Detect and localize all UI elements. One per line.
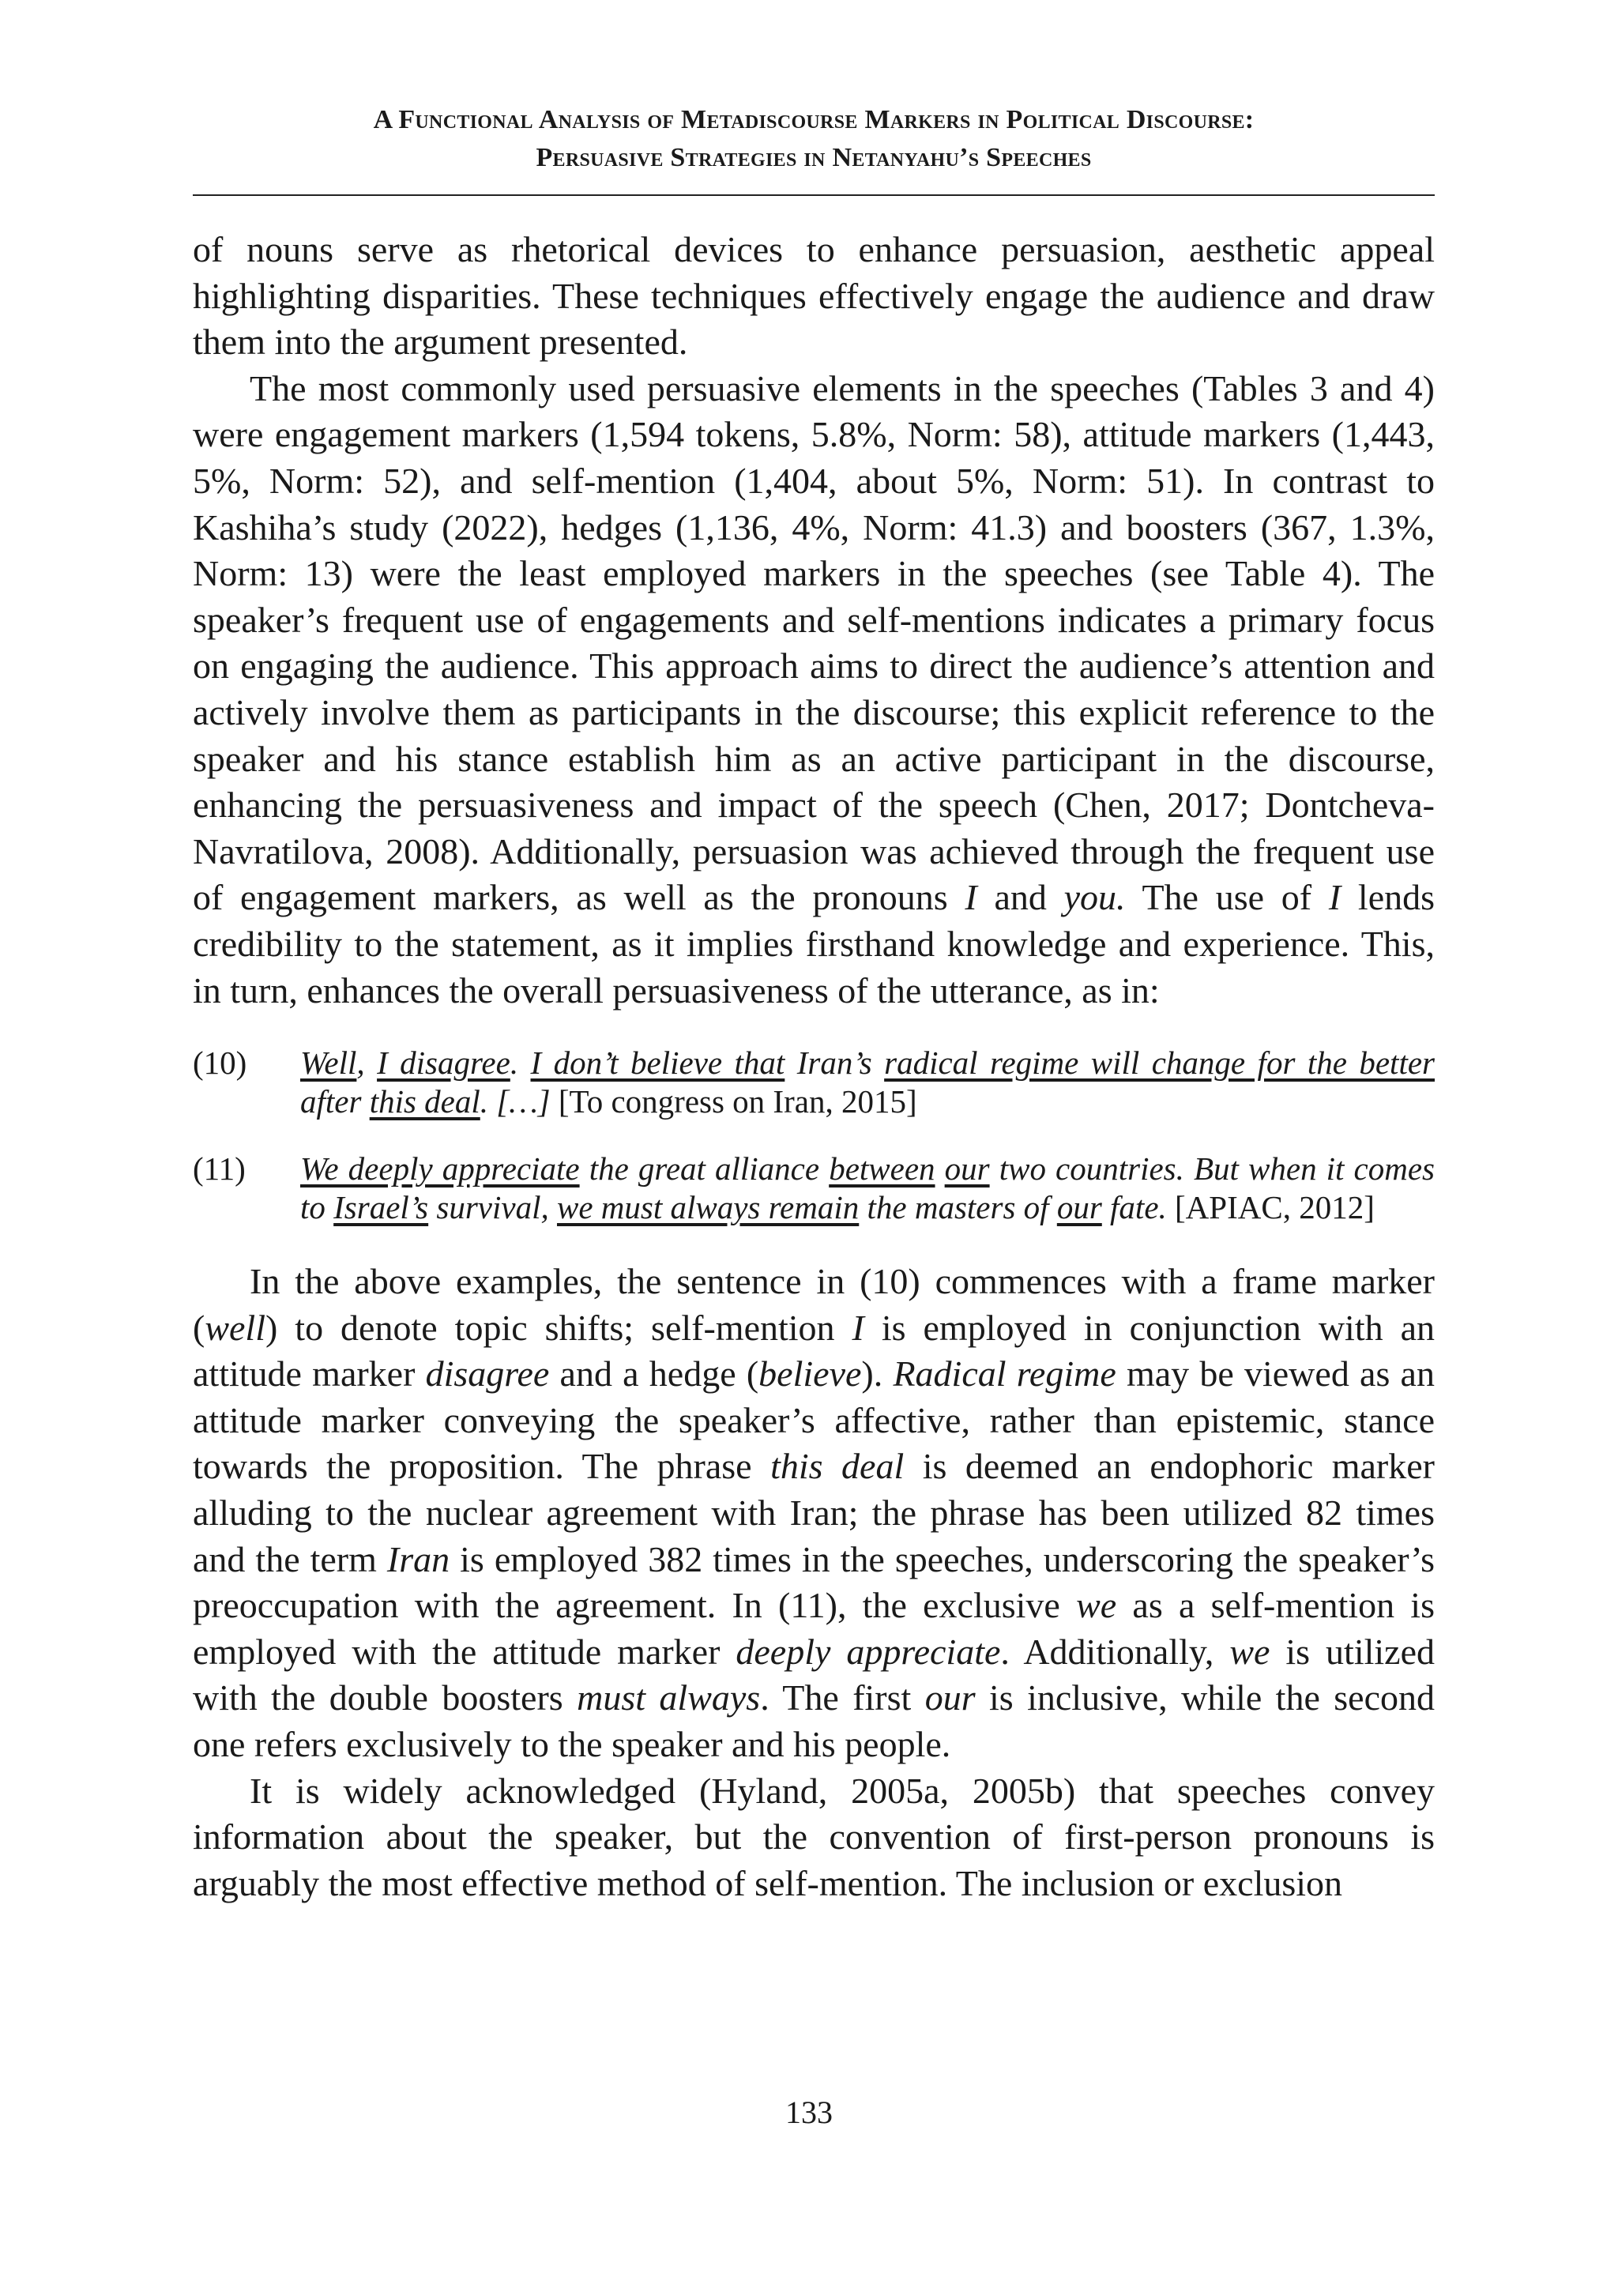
text-run: is employed in conjunction with an attitude marker [193, 1307, 1435, 1395]
emphasis-term: I [1328, 877, 1341, 918]
example-10 [193, 1044, 1435, 1121]
text-run: . […] [480, 1083, 551, 1120]
marked-phrase: I disagree [377, 1044, 510, 1082]
paragraph-self-mention: It is widely acknowledged (Hyland, 2005a, 2005b) that speeches convey information about the speaker, but the convention of first-person pronouns is arguably the most effective method of self-mention. The inclusion or exclusion [193, 1770, 1435, 1903]
example-list [193, 1044, 1435, 1227]
text-run: two countries. But when it comes to [300, 1150, 1436, 1226]
marked-phrase: this deal [369, 1083, 480, 1120]
emphasis-term: we [1229, 1631, 1270, 1672]
marked-phrase: our [944, 1150, 990, 1188]
paragraph-persuasive-elements [193, 366, 1435, 1014]
marked-phrase: We deeply appreciate [300, 1150, 580, 1188]
text-run: The most commonly used persuasive elements in the speeches (Tables 3 and 4) were engagement markers (1,594 tokens, 5.8%, Norm: 58), attitude markers (1,443, 5%, Norm: 52), and self-mention (1,404, about 5%, Norm: 51). In contrast to Kashiha’s study (2022), hedges (1,136, 4%, Norm: 41.3) and boosters (367, 1.3%, Norm: 13) were the least employed markers in the speeches (see Table 4). The speaker’s frequent use of engagements and self-mentions indicates a primary focus on engaging the audience. This approach aims to direct the audience’s attention and actively involve them as participants in the discourse; this explicit reference to the speaker and his stance establish him as an active participant in the discourse, enhancing the persuasiveness and impact of the speech (Chen, 2017; Dontcheva-Navratilova, 2008). Additionally, persuasion was achieved through the frequent use of engagement markers, as well as the pronouns [193, 367, 1435, 918]
text-run: may be viewed as an attitude marker conveying the speaker’s affective, rather than epistemic, stance towards the proposition. The phrase [193, 1353, 1435, 1487]
example-11 [193, 1150, 1435, 1227]
text-run: Iran’s [785, 1044, 885, 1082]
emphasis-term: I [852, 1307, 864, 1348]
emphasis-term: you. [1063, 877, 1126, 918]
text-run: , [356, 1044, 378, 1082]
text-run [935, 1150, 945, 1187]
marked-phrase: between [829, 1150, 935, 1188]
marked-phrase: I don’t believe that [530, 1044, 785, 1082]
header-rule [193, 194, 1435, 196]
marked-phrase: Israel’s [333, 1189, 429, 1226]
paragraph-continued: of nouns serve as rhetorical devices to enhance persuasion, aesthetic appeal highlighting disparities. These techniques effectively engage the audience and draw them into the argument presented. [193, 229, 1435, 363]
marked-phrase: we must always remain [556, 1189, 860, 1226]
example-number: (11) [193, 1150, 246, 1188]
emphasis-term: Iran [386, 1538, 450, 1579]
example-number: (10) [193, 1044, 247, 1082]
emphasis-term: must always [577, 1677, 761, 1718]
example-text [300, 1044, 1435, 1121]
paragraph-example-analysis [193, 1259, 1435, 1768]
running-head [193, 101, 1435, 177]
text-run: and [976, 877, 1064, 918]
emphasis-term: this deal [770, 1446, 905, 1487]
running-head-line-1: A Functional Analysis of Metadiscourse Markers in Political Discourse: [373, 105, 1255, 134]
text-run: ). [861, 1353, 894, 1395]
emphasis-term: believe [758, 1353, 862, 1395]
emphasis-term: we [1076, 1585, 1117, 1626]
page-number: 133 [785, 2095, 833, 2130]
text-run: after [300, 1083, 370, 1120]
marked-phrase: our [1056, 1189, 1102, 1226]
text-run: is utilized with the double boosters [193, 1631, 1435, 1718]
emphasis-term: deeply appreciate [736, 1631, 1001, 1672]
marked-phrase: radical regime will change for the better [884, 1044, 1435, 1082]
example-source: [APIAC, 2012] [1166, 1189, 1375, 1226]
text-run: . [510, 1044, 531, 1082]
emphasis-term: our [924, 1677, 976, 1718]
text-run: is inclusive, while the second one refers exclusively to the speaker and his people. [193, 1677, 1436, 1765]
text-run: fate. [1101, 1189, 1167, 1226]
emphasis-term: I [965, 877, 977, 918]
running-head-line-2: Persuasive Strategies in Netanyahu’s Speeches [536, 143, 1092, 172]
text-run: lends credibility to the statement, as it implies firsthand knowledge and experience. This, in turn, enhances the overall persuasiveness of the utterance, as in: [193, 877, 1436, 1011]
example-source: [To congress on Iran, 2015] [550, 1083, 917, 1120]
text-run: is employed 382 times in the speeches, underscoring the speaker’s preoccupation with the agreement. In (11), the exclusive [193, 1538, 1435, 1626]
emphasis-term: Radical regime [893, 1353, 1116, 1395]
text-run: The use of [1125, 877, 1329, 918]
text-run: as a self-mention is employed with the attitude marker [193, 1585, 1435, 1672]
example-text [300, 1150, 1435, 1227]
text-run: In the above examples, the sentence in (10) commences with a frame marker ( [193, 1261, 1435, 1348]
text-run: ) to denote topic shifts; self-mention [265, 1307, 852, 1348]
marked-phrase: Well [300, 1044, 357, 1082]
text-run: . Additionally, [1000, 1631, 1230, 1672]
text-run: . The first [760, 1677, 925, 1718]
text-run: survival, [428, 1189, 557, 1226]
text-run: is deemed an endophoric marker alluding to the nuclear agreement with Iran; the phrase has been utilized 82 times and the term [193, 1446, 1435, 1579]
text-run: and a hedge ( [549, 1353, 759, 1395]
emphasis-term: well [205, 1307, 265, 1348]
text-run: the masters of [859, 1189, 1057, 1226]
text-run: the great alliance [579, 1150, 830, 1188]
emphasis-term: disagree [425, 1353, 550, 1395]
body-text [193, 227, 1435, 1906]
